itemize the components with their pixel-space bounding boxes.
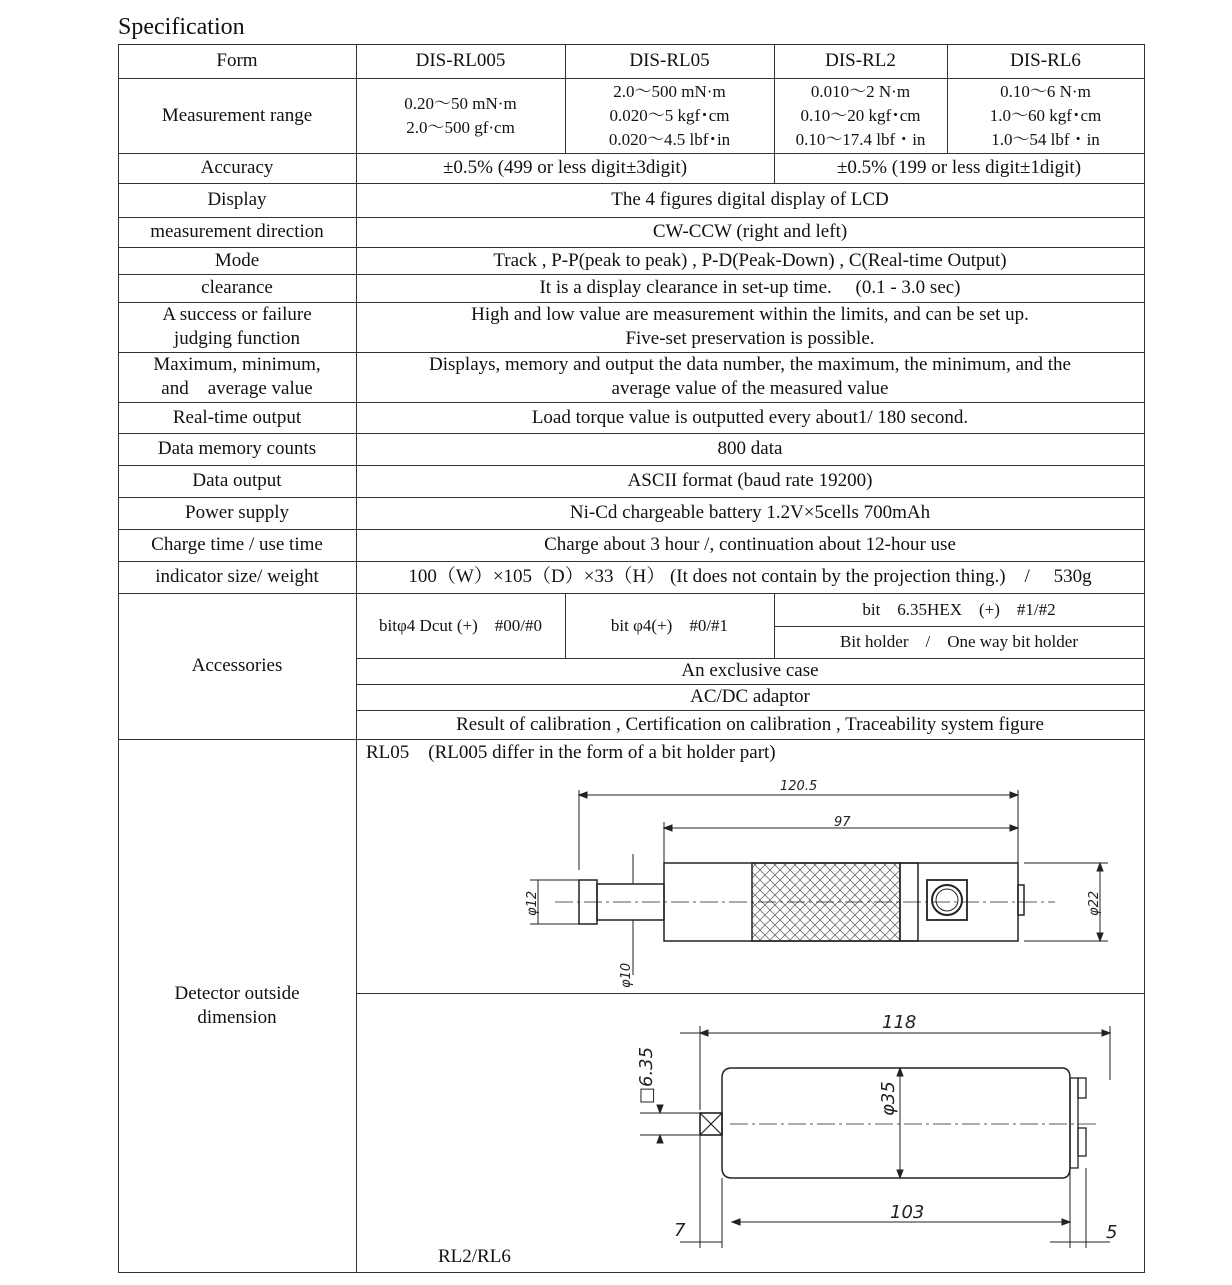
dim-overall-label: 120.5	[780, 779, 818, 794]
value-line: Five-set preservation is possible.	[625, 328, 875, 349]
memory-value: 800 data	[717, 438, 783, 459]
row-label-detector	[118, 739, 356, 1272]
range-line: 0.020～5 kgf･cm	[609, 105, 730, 125]
judging-value	[356, 302, 1144, 352]
accuracy-rl005-rl05: ±0.5% (499 or less digit±3digit)	[442, 157, 688, 178]
output-value: ASCII format (baud rate 19200)	[627, 470, 873, 491]
row-label-size: indicator size/ weight	[155, 566, 319, 587]
dim-body-dia-label: φ22	[1087, 890, 1102, 916]
value-line: average value of the measured value	[611, 378, 889, 399]
row-label-realtime: Real-time output	[172, 406, 302, 428]
range-line: 0.020～4.5 lbf･in	[608, 129, 731, 149]
value-line: Displays, memory and output the data number, the maximum, the minimum, and the	[429, 354, 1071, 375]
dim-neck-dia-label: φ10	[619, 962, 634, 988]
accessory-case: An exclusive case	[681, 660, 819, 681]
grid-line	[356, 993, 1145, 994]
header-model-rl005: DIS-RL005	[415, 50, 506, 71]
range-rl2	[774, 78, 947, 153]
range-line: 1.0～60 kgf･cm	[989, 105, 1102, 125]
range-line: 2.0～500 gf·cm	[406, 117, 515, 137]
accessory-bit-holder: Bit holder / One way bit holder	[840, 632, 1078, 651]
display-value: The 4 figures digital display of LCD	[611, 189, 889, 210]
dim-left-label: 7	[674, 1220, 686, 1241]
row-label-measurement-range: Measurement range	[161, 104, 313, 126]
grid-line	[118, 1272, 1145, 1273]
row-label-charge: Charge time / use time	[151, 534, 323, 555]
label-line: Maximum, minimum,	[153, 354, 321, 375]
row-label-display: Display	[207, 189, 267, 210]
row-label-mode: Mode	[214, 249, 260, 271]
rl26-dimension-drawing	[600, 1000, 1130, 1250]
header-model-rl6: DIS-RL6	[1010, 50, 1081, 71]
range-line: 2.0～500 mN·m	[613, 81, 726, 101]
accessory-adaptor: AC/DC adaptor	[690, 686, 810, 707]
realtime-value: Load torque value is outputted every about1/ 180 second.	[531, 406, 969, 428]
range-line: 0.010～2 N·m	[810, 81, 911, 101]
header-model-rl2: DIS-RL2	[825, 50, 896, 71]
dim-body-label: 103	[890, 1202, 925, 1223]
accessory-bit-rl005: bitφ4 Dcut (+) #00/#0	[379, 615, 542, 635]
dim-body-label: 97	[834, 815, 851, 830]
range-line: 0.10～20 kgf･cm	[800, 105, 921, 125]
dim-right-label: 5	[1106, 1222, 1118, 1243]
header-model-rl05: DIS-RL05	[629, 50, 710, 71]
dim-tip-dia-label: φ12	[525, 890, 540, 916]
dim-overall-label: 118	[882, 1012, 917, 1033]
dim-dia-label: φ35	[878, 1081, 899, 1116]
label-line: Detector outside	[174, 982, 300, 1004]
rl26-caption: RL2/RL6	[438, 1246, 511, 1267]
row-label-memory: Data memory counts	[157, 438, 317, 459]
mode-value: Track , P-P(peak to peak) , P-D(Peak-Down) , C(Real-time Output)	[493, 249, 1007, 271]
row-label-clearance: clearance	[201, 277, 273, 298]
maxmin-value	[356, 352, 1144, 402]
accuracy-rl2-rl6: ±0.5% (199 or less digit±1digit)	[836, 157, 1082, 178]
range-rl6	[947, 78, 1144, 153]
range-line: 0.10～17.4 lbf・in	[795, 129, 926, 149]
header-form: Form	[216, 50, 258, 71]
page-title: Specification	[118, 14, 245, 40]
size-value: 100（W）×105（D）×33（H） (It does not contain by the projection thing.) / 530g	[408, 566, 1092, 587]
label-line: A success or failure	[162, 304, 312, 325]
range-rl05	[565, 78, 774, 153]
row-label-direction: measurement direction	[150, 221, 324, 242]
range-line: 0.10～6 N·m	[1000, 81, 1091, 101]
dim-hex-label: □6.35	[636, 1046, 657, 1104]
grid-line	[1144, 44, 1145, 1273]
row-label-judging	[118, 302, 356, 352]
power-value: Ni-Cd chargeable battery 1.2V×5cells 700mAh	[569, 502, 931, 523]
range-line: 1.0～54 lbf・in	[991, 129, 1100, 149]
accessory-bit-rl2-rl6: bit 6.35HEX (+) #1/#2	[862, 599, 1056, 619]
accessory-bit-rl05: bit φ4(+) #0/#1	[610, 615, 729, 635]
charge-value: Charge about 3 hour /, continuation about 12-hour use	[544, 534, 956, 555]
label-line: dimension	[197, 1006, 277, 1028]
value-line: High and low value are measurement within the limits, and can be set up.	[471, 304, 1029, 325]
accessory-docs: Result of calibration , Certification on calibration , Traceability system figure	[456, 713, 1044, 735]
range-rl005	[356, 78, 565, 153]
label-line: judging function	[173, 328, 301, 349]
row-label-power: Power supply	[185, 502, 289, 523]
direction-value: CW-CCW (right and left)	[652, 221, 848, 242]
row-label-accessories: Accessories	[191, 655, 283, 676]
rl05-caption: RL05 (RL005 differ in the form of a bit holder part)	[366, 742, 776, 763]
row-label-maxmin	[118, 352, 356, 402]
range-line: 0.20～50 mN·m	[404, 93, 517, 113]
row-label-output: Data output	[192, 470, 282, 491]
row-label-accuracy: Accuracy	[200, 157, 274, 178]
clearance-value: It is a display clearance in set-up time. (0.1 - 3.0 sec)	[539, 277, 961, 298]
rl05-dimension-drawing	[500, 770, 1130, 990]
label-line: and average value	[161, 378, 313, 399]
